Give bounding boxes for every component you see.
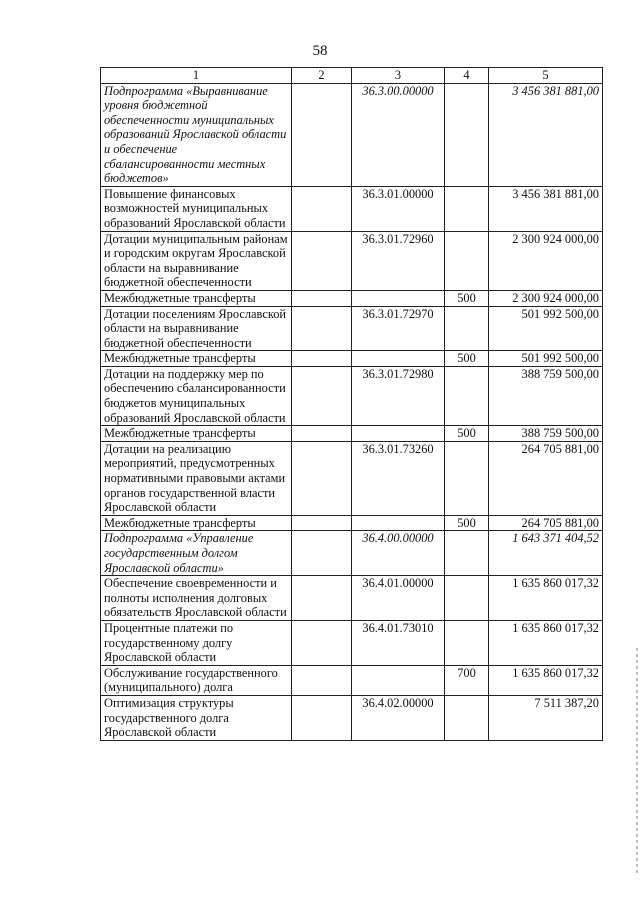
item-type-cell xyxy=(445,576,489,621)
item-col2-cell xyxy=(292,576,352,621)
item-code-cell: 36.3.01.72970 xyxy=(352,306,445,351)
item-name-cell: Межбюджетные трансферты xyxy=(101,426,292,442)
table-row xyxy=(101,426,603,442)
table-row xyxy=(101,231,603,290)
item-sum-cell: 388 759 500,00 xyxy=(489,366,603,425)
item-sum-cell: 3 456 381 881,00 xyxy=(489,186,603,231)
item-col2-cell xyxy=(292,306,352,351)
item-sum-cell: 1 635 860 017,32 xyxy=(489,620,603,665)
item-type-cell xyxy=(445,366,489,425)
item-col2-cell xyxy=(292,83,352,186)
item-name-cell: Подпрограмма «Выравнивание уровня бюджетной обеспеченности муниципальных образований Ярославской области и обеспечение сбалансированности местных бюджетов» xyxy=(101,83,292,186)
item-name-cell: Процентные платежи по государственному долгу Ярославской области xyxy=(101,620,292,665)
item-sum-cell: 1 635 860 017,32 xyxy=(489,576,603,621)
item-code-cell xyxy=(352,515,445,531)
table-row xyxy=(101,366,603,425)
item-name-cell: Обслуживание государственного (муниципального) долга xyxy=(101,665,292,695)
table-row xyxy=(101,351,603,367)
item-type-cell: 500 xyxy=(445,351,489,367)
item-code-cell: 36.3.01.73260 xyxy=(352,441,445,515)
header-col-1: 1 xyxy=(101,68,292,84)
header-row xyxy=(101,68,603,84)
item-sum-cell: 264 705 881,00 xyxy=(489,515,603,531)
item-type-cell: 500 xyxy=(445,426,489,442)
item-type-cell xyxy=(445,83,489,186)
item-type-cell xyxy=(445,695,489,740)
item-name-cell: Дотации на реализацию мероприятий, предусмотренных нормативными правовыми актами органов государственной власти Ярославской области xyxy=(101,441,292,515)
item-code-cell: 36.4.01.73010 xyxy=(352,620,445,665)
item-name-cell: Межбюджетные трансферты xyxy=(101,290,292,306)
item-type-cell xyxy=(445,306,489,351)
item-type-cell: 500 xyxy=(445,290,489,306)
item-sum-cell: 264 705 881,00 xyxy=(489,441,603,515)
item-code-cell: 36.4.00.00000 xyxy=(352,531,445,576)
header-col-5: 5 xyxy=(489,68,603,84)
table-row xyxy=(101,306,603,351)
item-sum-cell: 3 456 381 881,00 xyxy=(489,83,603,186)
item-name-cell: Дотации поселениям Ярославской области на выравнивание бюджетной обеспеченности xyxy=(101,306,292,351)
item-col2-cell xyxy=(292,366,352,425)
item-col2-cell xyxy=(292,531,352,576)
item-code-cell: 36.3.00.00000 xyxy=(352,83,445,186)
item-name-cell: Дотации на поддержку мер по обеспечению сбалансированности бюджетов муниципальных образований Ярославской области xyxy=(101,366,292,425)
item-name-cell: Повышение финансовых возможностей муниципальных образований Ярославской области xyxy=(101,186,292,231)
item-col2-cell xyxy=(292,665,352,695)
table-row xyxy=(101,515,603,531)
page-number: 58 xyxy=(312,43,328,59)
item-col2-cell xyxy=(292,290,352,306)
item-type-cell xyxy=(445,620,489,665)
item-code-cell: 36.3.01.72960 xyxy=(352,231,445,290)
table-row xyxy=(101,186,603,231)
item-code-cell xyxy=(352,290,445,306)
item-type-cell xyxy=(445,441,489,515)
item-col2-cell xyxy=(292,515,352,531)
item-col2-cell xyxy=(292,695,352,740)
item-type-cell: 700 xyxy=(445,665,489,695)
item-code-cell: 36.4.01.00000 xyxy=(352,576,445,621)
item-code-cell: 36.3.01.72980 xyxy=(352,366,445,425)
item-name-cell: Межбюджетные трансферты xyxy=(101,515,292,531)
table-row xyxy=(101,620,603,665)
table-row xyxy=(101,83,603,186)
item-sum-cell: 2 300 924 000,00 xyxy=(489,231,603,290)
header-col-4: 4 xyxy=(445,68,489,84)
item-sum-cell: 501 992 500,00 xyxy=(489,351,603,367)
table-row xyxy=(101,290,603,306)
item-col2-cell xyxy=(292,231,352,290)
table-row xyxy=(101,441,603,515)
item-name-cell: Межбюджетные трансферты xyxy=(101,351,292,367)
item-code-cell xyxy=(352,665,445,695)
item-sum-cell: 7 511 387,20 xyxy=(489,695,603,740)
header-col-2: 2 xyxy=(292,68,352,84)
item-code-cell xyxy=(352,426,445,442)
item-name-cell: Дотации муниципальным районам и городским округам Ярославской области на выравнивание бюджетной обеспеченности xyxy=(101,231,292,290)
table-row xyxy=(101,531,603,576)
table-row xyxy=(101,576,603,621)
item-name-cell: Подпрограмма «Управление государственным долгом Ярославской области» xyxy=(101,531,292,576)
item-sum-cell: 501 992 500,00 xyxy=(489,306,603,351)
item-name-cell: Оптимизация структуры государственного долга Ярославской области xyxy=(101,695,292,740)
table-row xyxy=(101,695,603,740)
item-col2-cell xyxy=(292,620,352,665)
item-type-cell xyxy=(445,231,489,290)
item-code-cell xyxy=(352,351,445,367)
scan-edge-mark xyxy=(636,648,638,873)
item-col2-cell xyxy=(292,441,352,515)
item-col2-cell xyxy=(292,426,352,442)
item-code-cell: 36.4.02.00000 xyxy=(352,695,445,740)
item-type-cell: 500 xyxy=(445,515,489,531)
header-col-3: 3 xyxy=(352,68,445,84)
item-sum-cell: 388 759 500,00 xyxy=(489,426,603,442)
budget-table xyxy=(100,67,603,741)
item-sum-cell: 1 643 371 404,52 xyxy=(489,531,603,576)
table-row xyxy=(101,665,603,695)
item-code-cell: 36.3.01.00000 xyxy=(352,186,445,231)
item-col2-cell xyxy=(292,186,352,231)
item-sum-cell: 2 300 924 000,00 xyxy=(489,290,603,306)
item-sum-cell: 1 635 860 017,32 xyxy=(489,665,603,695)
item-col2-cell xyxy=(292,351,352,367)
item-name-cell: Обеспечение своевременности и полноты исполнения долговых обязательств Ярославской области xyxy=(101,576,292,621)
item-type-cell xyxy=(445,531,489,576)
item-type-cell xyxy=(445,186,489,231)
